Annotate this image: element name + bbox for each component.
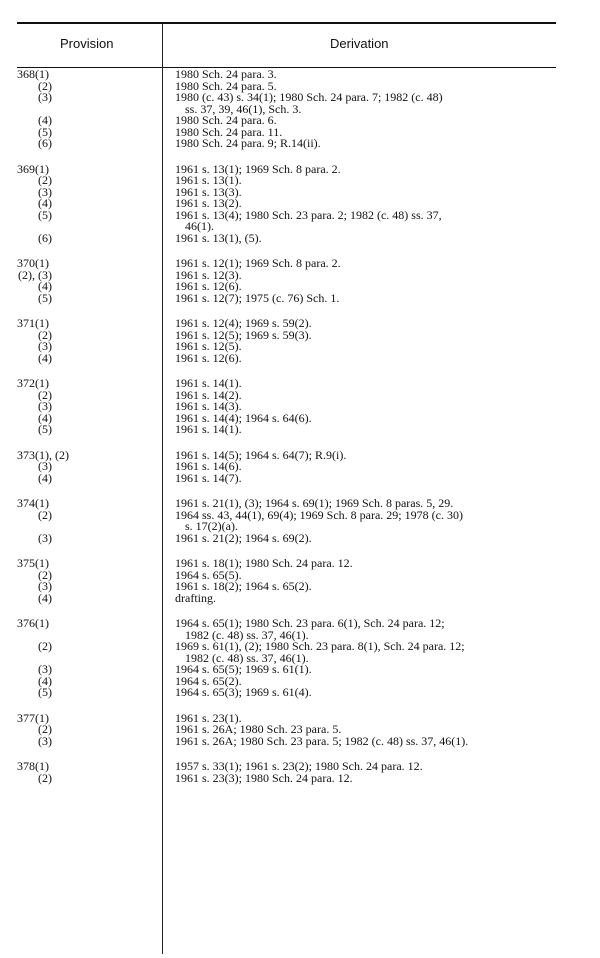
derivation-continuation: ss. 37, 39, 46(1), Sch. 3. xyxy=(185,101,302,116)
derivation-cell xyxy=(175,581,565,593)
derivation-line: 1961 s. 13(2). xyxy=(175,196,242,210)
provision-group xyxy=(0,258,600,304)
derivation-line: 1961 s. 14(2). xyxy=(175,387,242,402)
table-row xyxy=(0,641,600,664)
provision-cell: 375(1) xyxy=(17,556,49,570)
provision-cell: (4) xyxy=(38,590,52,605)
derivation-line: 1961 s. 18(1); 1980 Sch. 24 para. 12. xyxy=(175,556,353,570)
derivation-line: 1957 s. 33(1); 1961 s. 23(2); 1980 Sch. 24 para. 12. xyxy=(175,759,423,773)
provision-cell: (3) xyxy=(38,90,52,104)
derivation-cell xyxy=(175,290,565,305)
derivation-line: 1980 Sch. 24 para. 9; R.14(ii). xyxy=(175,136,321,150)
table-row xyxy=(0,507,600,533)
derivation-cell xyxy=(175,470,565,485)
derivation-line: 1980 Sch. 24 para. 5. xyxy=(175,78,277,93)
derivation-line: 1964 ss. 43, 44(1), 69(4); 1969 Sch. 8 para. 29; 1978 (c. 30) xyxy=(175,507,463,522)
table-row xyxy=(0,175,600,187)
derivation-cell xyxy=(175,770,565,785)
table-row xyxy=(0,387,600,402)
provision-cell: 373(1), (2) xyxy=(17,447,69,462)
table-row xyxy=(0,530,600,545)
derivation-line: 1961 s. 14(7). xyxy=(175,470,242,485)
derivation-line: 1961 s. 13(1); 1969 Sch. 8 para. 2. xyxy=(175,161,341,176)
derivation-line: 1980 Sch. 24 para. 3. xyxy=(175,67,277,81)
provision-cell: (5) xyxy=(38,685,52,699)
provision-cell: (4) xyxy=(38,279,52,293)
table-row xyxy=(0,92,600,115)
provision-cell: (4) xyxy=(38,470,52,485)
derivation-cell xyxy=(175,230,565,245)
derivation-continuation: 1982 (c. 48) ss. 37, 46(1). xyxy=(185,627,309,642)
derivation-line: 1964 s. 65(5); 1969 s. 61(1). xyxy=(175,662,312,676)
provision-cell: (3) xyxy=(38,530,52,545)
header-bottom-rule xyxy=(17,67,556,68)
table-row xyxy=(0,378,600,390)
derivation-column-header: Derivation xyxy=(330,36,389,51)
provision-cell: (3) xyxy=(38,733,52,748)
derivation-line: 1980 Sch. 24 para. 6. xyxy=(175,113,277,127)
table-row xyxy=(0,161,600,176)
table-row xyxy=(0,207,600,233)
provision-group xyxy=(0,69,600,150)
table-row xyxy=(0,558,600,570)
derivation-line: 1961 s. 12(1); 1969 Sch. 8 para. 2. xyxy=(175,256,341,270)
provision-cell: 378(1) xyxy=(17,759,49,773)
provision-cell: (3) xyxy=(38,399,52,413)
table-row xyxy=(0,618,600,641)
provision-cell: 372(1) xyxy=(17,376,49,390)
table-row xyxy=(0,290,600,305)
provision-cell: (5) xyxy=(38,207,52,222)
provision-cell: 370(1) xyxy=(17,256,49,270)
provision-group xyxy=(0,710,600,748)
derivation-line: 1961 s. 14(1). xyxy=(175,376,242,390)
derivation-line: 1961 s. 18(2); 1964 s. 65(2). xyxy=(175,579,312,593)
table-row xyxy=(0,267,600,282)
derivation-continuation: s. 17(2)(a). xyxy=(185,519,238,533)
provision-group xyxy=(0,318,600,364)
provision-cell: (3) xyxy=(38,339,52,353)
table-row xyxy=(0,327,600,342)
table-row xyxy=(0,581,600,593)
provision-cell: (2) xyxy=(38,387,52,402)
provision-cell: (6) xyxy=(38,136,52,150)
provision-cell: 369(1) xyxy=(17,161,49,176)
table-row xyxy=(0,341,600,353)
derivation-line: 1961 s. 13(1), (5). xyxy=(175,230,262,245)
derivation-line: 1964 s. 65(1); 1980 Sch. 23 para. 6(1), Sch. 24 para. 12; xyxy=(175,616,445,630)
derivation-line: 1961 s. 23(3); 1980 Sch. 24 para. 12. xyxy=(175,770,353,785)
derivation-cell xyxy=(175,138,565,150)
derivation-line: 1961 s. 12(7); 1975 (c. 76) Sch. 1. xyxy=(175,290,340,305)
derivation-line: 1961 s. 12(4); 1969 s. 59(2). xyxy=(175,316,312,330)
derivation-line: 1964 s. 65(3); 1969 s. 61(4). xyxy=(175,685,312,699)
provision-cell: 371(1) xyxy=(17,316,49,330)
derivation-line: 1961 s. 26A; 1980 Sch. 23 para. 5; 1982 (c. 48) ss. 37, 46(1). xyxy=(175,733,469,748)
derivation-cell xyxy=(175,530,565,545)
derivation-line: 1961 s. 26A; 1980 Sch. 23 para. 5. xyxy=(175,722,342,736)
derivation-line: 1961 s. 14(4); 1964 s. 64(6). xyxy=(175,410,312,425)
table-row xyxy=(0,115,600,127)
provision-cell: (4) xyxy=(38,350,52,365)
provision-cell: (4) xyxy=(38,196,52,210)
table-row xyxy=(0,184,600,199)
provision-group xyxy=(0,447,600,485)
provision-cell: (3) xyxy=(38,662,52,676)
derivation-cell xyxy=(175,424,565,436)
provision-cell: (3) xyxy=(38,579,52,593)
derivation-cell xyxy=(175,590,565,605)
provision-cell: (2) xyxy=(38,78,52,93)
derivation-line: 1969 s. 61(1), (2); 1980 Sch. 23 para. 8(1), Sch. 24 para. 12; xyxy=(175,639,465,653)
derivation-line: 1961 s. 13(4); 1980 Sch. 23 para. 2; 1982 (c. 48) ss. 37, xyxy=(175,207,442,222)
provision-cell: (3) xyxy=(38,184,52,199)
table-row xyxy=(0,258,600,270)
derivation-continuation: 46(1). xyxy=(185,219,214,233)
provision-cell: (2) xyxy=(38,770,52,785)
provision-cell: (2) xyxy=(38,567,52,582)
derivation-line: 1961 s. 14(3). xyxy=(175,399,242,413)
derivation-line: 1961 s. 12(6). xyxy=(175,350,242,365)
derivation-line: 1961 s. 21(1), (3); 1964 s. 69(1); 1969 Sch. 8 paras. 5, 29. xyxy=(175,496,454,510)
derivation-cell xyxy=(175,687,565,699)
table-row xyxy=(0,69,600,81)
provision-group xyxy=(0,161,600,245)
derivation-cell xyxy=(175,350,565,365)
table-row xyxy=(0,733,600,748)
provision-cell: (6) xyxy=(38,230,52,245)
derivation-line: 1980 Sch. 24 para. 11. xyxy=(175,124,283,139)
derivation-cell xyxy=(175,92,565,115)
table-row xyxy=(0,590,600,605)
provision-cell: (5) xyxy=(38,290,52,305)
derivation-line: 1961 s. 14(1). xyxy=(175,422,242,436)
provision-cell: 368(1) xyxy=(17,67,49,81)
derivation-line: 1964 s. 65(2). xyxy=(175,673,242,688)
derivation-line: 1980 (c. 43) s. 34(1); 1980 Sch. 24 para. 7; 1982 (c. 48) xyxy=(175,90,443,104)
derivation-cell xyxy=(175,733,565,748)
derivation-line: 1961 s. 12(5); 1969 s. 59(3). xyxy=(175,327,312,342)
derivation-line: 1961 s. 12(6). xyxy=(175,279,242,293)
table-row xyxy=(0,350,600,365)
provision-cell: (2) xyxy=(38,327,52,342)
derivation-cell xyxy=(175,207,565,233)
derivation-line: 1961 s. 21(2); 1964 s. 69(2). xyxy=(175,530,312,545)
provision-cell: (4) xyxy=(38,113,52,127)
table-row xyxy=(0,687,600,699)
provision-cell: (2) xyxy=(38,173,52,187)
table-row xyxy=(0,230,600,245)
provision-cell: (5) xyxy=(38,124,52,139)
table-row xyxy=(0,424,600,436)
provision-cell: (4) xyxy=(38,673,52,688)
table-row xyxy=(0,447,600,462)
provision-column-header: Provision xyxy=(60,36,114,51)
derivation-cell xyxy=(175,507,565,533)
provision-cell: (2) xyxy=(38,507,52,522)
table-row xyxy=(0,410,600,425)
provision-cell: (5) xyxy=(38,422,52,436)
provision-group xyxy=(0,378,600,436)
derivation-line: 1961 s. 12(3). xyxy=(175,267,242,282)
provision-cell: (2) xyxy=(38,722,52,736)
provision-cell: (2) xyxy=(38,639,52,653)
table-row xyxy=(0,461,600,473)
provision-group xyxy=(0,618,600,699)
table-row xyxy=(0,664,600,676)
provision-group xyxy=(0,761,600,784)
table-top-rule xyxy=(17,22,556,24)
derivation-line: 1961 s. 13(1). xyxy=(175,173,242,187)
provision-group xyxy=(0,558,600,604)
provision-cell: (3) xyxy=(38,459,52,473)
provision-cell: 377(1) xyxy=(17,710,49,725)
derivation-cell xyxy=(175,641,565,664)
derivation-line: 1961 s. 23(1). xyxy=(175,710,242,725)
derivation-line: 1961 s. 14(6). xyxy=(175,459,242,473)
provision-cell: (4) xyxy=(38,410,52,425)
derivation-line: drafting. xyxy=(175,590,216,605)
derivation-line: 1961 s. 13(3). xyxy=(175,184,242,199)
derivation-line: 1961 s. 14(5); 1964 s. 64(7); R.9(i). xyxy=(175,447,347,462)
table-body xyxy=(0,69,600,798)
derivation-continuation: 1982 (c. 48) ss. 37, 46(1). xyxy=(185,650,309,665)
table-row xyxy=(0,770,600,785)
derivation-line: 1961 s. 12(5). xyxy=(175,339,242,353)
table-row xyxy=(0,138,600,150)
provision-group xyxy=(0,498,600,544)
provision-cell: (2), (3) xyxy=(18,267,52,282)
derivation-line: 1964 s. 65(5). xyxy=(175,567,242,582)
table-row xyxy=(0,470,600,485)
provision-cell: 376(1) xyxy=(17,616,49,630)
provision-cell: 374(1) xyxy=(17,496,49,510)
derivation-cell xyxy=(175,618,565,641)
